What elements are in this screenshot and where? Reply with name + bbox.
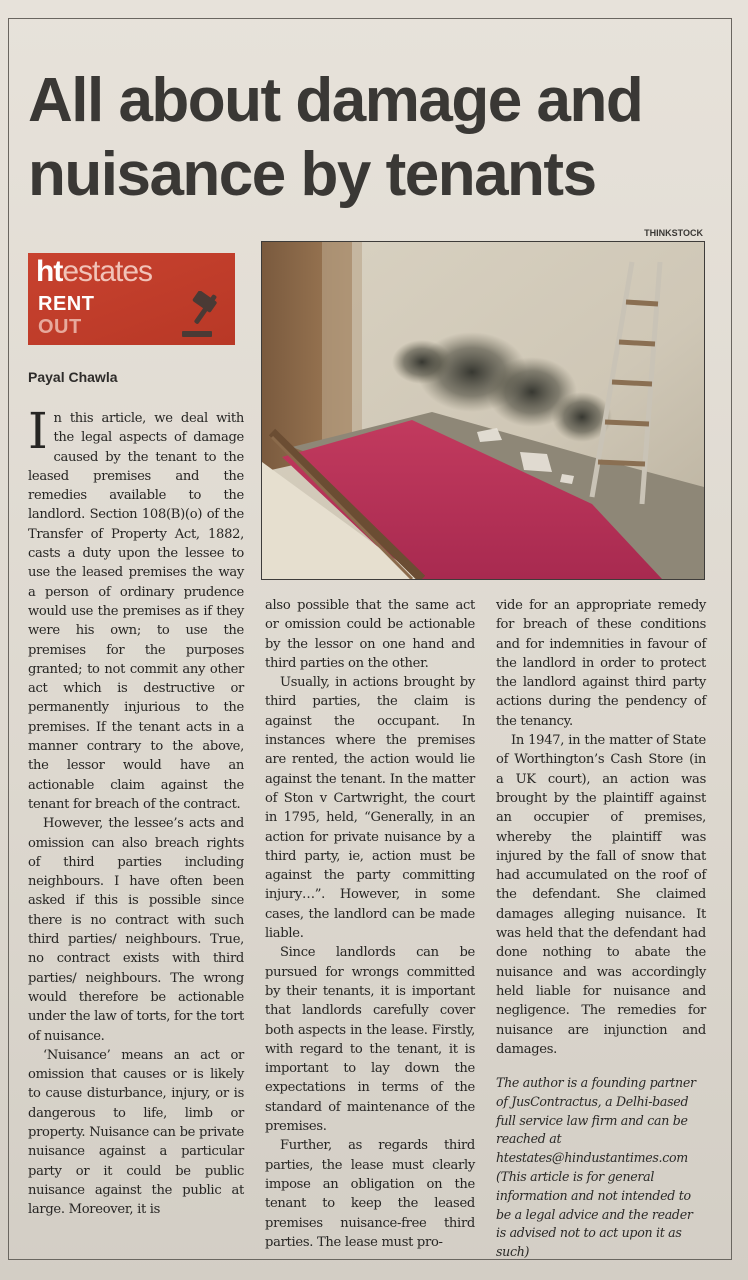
article-column-2 (265, 596, 475, 1252)
logo-brand-ht: ht (36, 255, 63, 288)
author-note: The author is a founding partner of JusContractus, a Delhi-based full service law firm and can be reached at htestates@hindustantimes.com (This article is for general information and not intended to be a legal advice and the reader is advised not to act upon it as such) (496, 1075, 696, 1260)
ht-estates-rent-out-logo (28, 253, 235, 345)
article-column-1 (28, 402, 244, 1219)
byline: Payal Chawla (28, 369, 118, 385)
article-column-3 (496, 596, 706, 1059)
article-paragraph: ‘Nuisance’ means an act or omission that causes or is likely to cause disturbance, injury, or is dangerous to life, limb or property. Nuisance can be private nuisance against a particular party or it could be public nuisance against the public at large. Moreover, it is (28, 1047, 244, 1218)
article-paragraph: Since landlords can be pursued for wrongs committed by their tenants, it is important that landlords carefully cover both aspects in the lease. Firstly, with regard to the tenant, it is important to lay down the expectations in terms of the standard of maintenance of the premises. (265, 945, 475, 1135)
article-paragraph: vide for an appropriate remedy for breach of these conditions and for indemnities in favour of the landlord in order to protect the landlord against third party actions during the pendency of the tenancy. (496, 598, 706, 729)
article-paragraph: In 1947, in the matter of State of Worthington’s Cash Store (in a UK court), an action was brought by the plaintiff against an occupier of premises, whereby the plaintiff was injured by the fall of snow that had accumulated on the roof of the defendant. She claimed damages alleging nuisance. It was held that the defendant had done nothing to abate the nuisance and was accordingly held liable for nuisance and negligence. The remedies for nuisance are injunction and damages. (496, 733, 706, 1057)
article-paragraph: also possible that the same act or omission could be actionable by the lessor on one hand and third parties on the other. (265, 598, 475, 671)
logo-line-rent: RENT (38, 293, 95, 315)
article-paragraph: Further, as regards third parties, the lease must clearly impose an obligation on the tenant to keep the leased premises nuisance-free third parties. The lease must pro- (265, 1138, 475, 1250)
headline: All about damage and nuisance by tenants (28, 66, 643, 209)
gavel-icon (178, 291, 230, 341)
photo-credit: THINKSTOCK (644, 228, 703, 238)
logo-brand-estates: estates (62, 255, 153, 288)
article-paragraph: However, the lessee’s acts and omission can also breach rights of third parties including neighbours. I have often been asked if this is possible since there is no contract with such third parties/ neighbours. True, no contract exists with third parties/ neighbours. The wrong would therefore be actionable under the law of torts, for the tort of nuisance. (28, 816, 244, 1044)
article-paragraph: In this article, we deal with the legal aspects of damage caused by the tenant to the leased premises and the remedies available to the landlord. Section 108(B)(o) of the Transfer of Property Act, 1882, casts a duty upon the lessee to use the leased premises the way a person of ordinary prudence would use the premises as if they were his own; to use the premises for the purposes granted; to not commit any other act which is destructive or permanently injurious to the premises. If the tenant acts in a manner contrary to the above, the lessor would have an actionable claim against the tenant for breach of the contract. (28, 402, 244, 812)
article-paragraph: Usually, in actions brought by third parties, the claim is against the occupant. In instances where the premises are rented, the action would lie against the tenant. In the matter of Ston v Cartwright, the court in 1795, held, “Generally, in an action for private nuisance by a third party, ie, action must be against the party committing injury…”. However, in some cases, the landlord can be made liable. (265, 675, 475, 942)
logo-line-out: OUT (38, 316, 82, 338)
damp-room-photo (261, 241, 705, 580)
logo-brand (36, 255, 152, 289)
photo-image (262, 242, 704, 579)
